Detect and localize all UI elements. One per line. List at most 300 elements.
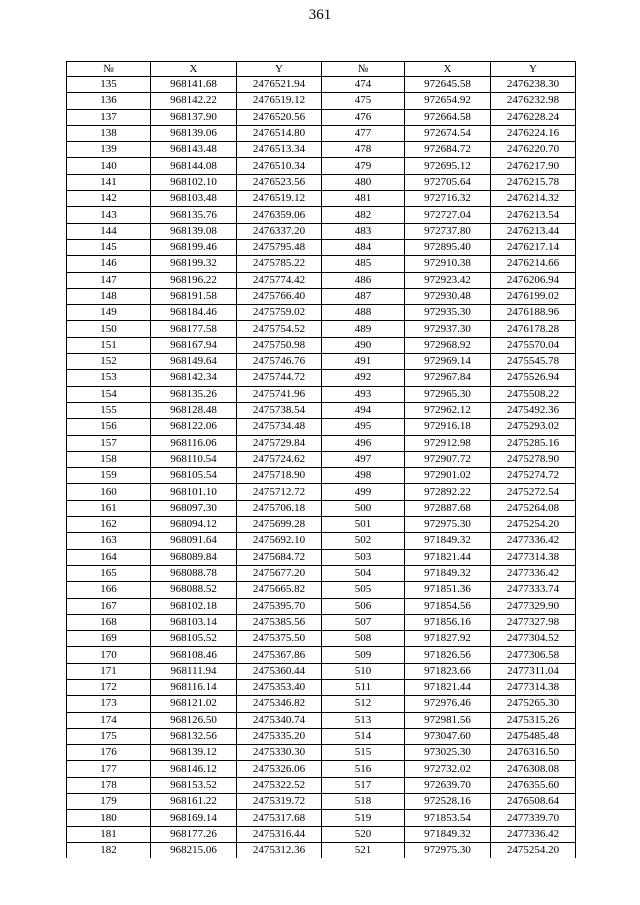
- y-coordinate-left: 2475774.42: [237, 272, 322, 288]
- x-coordinate-left: 968088.52: [151, 582, 237, 598]
- point-number-left: 155: [67, 402, 151, 418]
- y-coordinate-right: 2476217.90: [491, 158, 576, 174]
- table-row: [67, 93, 576, 109]
- x-coordinate-left: 968139.06: [151, 125, 237, 141]
- table-row: [67, 207, 576, 223]
- x-coordinate-left: 968111.94: [151, 663, 237, 679]
- point-number-left: 140: [67, 158, 151, 174]
- x-coordinate-left: 968215.06: [151, 842, 237, 858]
- point-number-left: 145: [67, 239, 151, 255]
- x-coordinate-right: 972910.38: [405, 256, 491, 272]
- point-number-left: 138: [67, 125, 151, 141]
- y-coordinate-left: 2475360.44: [237, 663, 322, 679]
- x-coordinate-right: 971826.56: [405, 647, 491, 663]
- point-number-left: 151: [67, 337, 151, 353]
- point-number-right: 494: [322, 402, 405, 418]
- y-coordinate-right: 2475274.72: [491, 468, 576, 484]
- point-number-left: 149: [67, 305, 151, 321]
- point-number-right: 496: [322, 435, 405, 451]
- x-coordinate-left: 968094.12: [151, 517, 237, 533]
- point-number-right: 486: [322, 272, 405, 288]
- y-coordinate-left: 2475744.72: [237, 370, 322, 386]
- y-coordinate-left: 2475718.90: [237, 468, 322, 484]
- point-number-left: 166: [67, 582, 151, 598]
- point-number-left: 164: [67, 549, 151, 565]
- x-coordinate-right: 972937.30: [405, 321, 491, 337]
- point-number-left: 177: [67, 761, 151, 777]
- x-coordinate-right: 971849.32: [405, 533, 491, 549]
- table-row: [67, 712, 576, 728]
- point-number-left: 170: [67, 647, 151, 663]
- table-row: [67, 288, 576, 304]
- x-coordinate-right: 972962.12: [405, 402, 491, 418]
- point-number-left: 174: [67, 712, 151, 728]
- y-coordinate-left: 2475741.96: [237, 386, 322, 402]
- point-number-left: 156: [67, 419, 151, 435]
- point-number-right: 488: [322, 305, 405, 321]
- x-coordinate-right: 972912.98: [405, 435, 491, 451]
- x-coordinate-left: 968199.32: [151, 256, 237, 272]
- x-coordinate-right: 971849.32: [405, 826, 491, 842]
- header-y-left: Y: [237, 62, 322, 77]
- y-coordinate-right: 2475545.78: [491, 354, 576, 370]
- point-number-right: 476: [322, 109, 405, 125]
- table-row: [67, 77, 576, 93]
- table-row: [67, 696, 576, 712]
- x-coordinate-left: 968169.14: [151, 810, 237, 826]
- table-row: [67, 174, 576, 190]
- table-row: [67, 370, 576, 386]
- table-row: [67, 191, 576, 207]
- header-number-left: №: [67, 62, 151, 77]
- table-row: [67, 158, 576, 174]
- point-number-right: 505: [322, 582, 405, 598]
- point-number-left: 135: [67, 77, 151, 93]
- y-coordinate-right: 2475264.08: [491, 500, 576, 516]
- point-number-left: 143: [67, 207, 151, 223]
- header-y-right: Y: [491, 62, 576, 77]
- y-coordinate-right: 2476220.70: [491, 142, 576, 158]
- table-row: [67, 305, 576, 321]
- y-coordinate-left: 2475734.48: [237, 419, 322, 435]
- point-number-left: 150: [67, 321, 151, 337]
- x-coordinate-left: 968102.10: [151, 174, 237, 190]
- y-coordinate-right: 2476508.64: [491, 794, 576, 810]
- table-row: [67, 386, 576, 402]
- y-coordinate-left: 2475750.98: [237, 337, 322, 353]
- x-coordinate-left: 968108.46: [151, 647, 237, 663]
- table-row: [67, 484, 576, 500]
- x-coordinate-right: 972695.12: [405, 158, 491, 174]
- point-number-left: 142: [67, 191, 151, 207]
- x-coordinate-left: 968142.22: [151, 93, 237, 109]
- y-coordinate-right: 2475278.90: [491, 451, 576, 467]
- point-number-right: 487: [322, 288, 405, 304]
- y-coordinate-left: 2475699.28: [237, 517, 322, 533]
- x-coordinate-left: 968132.56: [151, 728, 237, 744]
- point-number-left: 161: [67, 500, 151, 516]
- x-coordinate-right: 971821.44: [405, 679, 491, 695]
- x-coordinate-left: 968097.30: [151, 500, 237, 516]
- table-row: [67, 679, 576, 695]
- point-number-right: 478: [322, 142, 405, 158]
- x-coordinate-left: 968153.52: [151, 777, 237, 793]
- x-coordinate-right: 972528.16: [405, 794, 491, 810]
- y-coordinate-right: 2476316.50: [491, 745, 576, 761]
- point-number-right: 508: [322, 631, 405, 647]
- x-coordinate-right: 972727.04: [405, 207, 491, 223]
- x-coordinate-left: 968103.14: [151, 614, 237, 630]
- y-coordinate-left: 2475312.36: [237, 842, 322, 858]
- y-coordinate-right: 2475315.26: [491, 712, 576, 728]
- x-coordinate-left: 968101.10: [151, 484, 237, 500]
- y-coordinate-left: 2475692.10: [237, 533, 322, 549]
- point-number-left: 153: [67, 370, 151, 386]
- x-coordinate-left: 968122.06: [151, 419, 237, 435]
- point-number-right: 506: [322, 598, 405, 614]
- table-row: [67, 125, 576, 141]
- point-number-right: 484: [322, 239, 405, 255]
- table-row: [67, 549, 576, 565]
- y-coordinate-left: 2476514.80: [237, 125, 322, 141]
- point-number-right: 513: [322, 712, 405, 728]
- y-coordinate-left: 2476359.06: [237, 207, 322, 223]
- x-coordinate-right: 972664.58: [405, 109, 491, 125]
- x-coordinate-left: 968196.22: [151, 272, 237, 288]
- y-coordinate-right: 2475265.30: [491, 696, 576, 712]
- point-number-right: 507: [322, 614, 405, 630]
- table-row: [67, 500, 576, 516]
- x-coordinate-right: 972975.30: [405, 842, 491, 858]
- table-row: [67, 109, 576, 125]
- x-coordinate-right: 971827.92: [405, 631, 491, 647]
- y-coordinate-right: 2476217.14: [491, 239, 576, 255]
- x-coordinate-right: 972887.68: [405, 500, 491, 516]
- x-coordinate-left: 968105.52: [151, 631, 237, 647]
- y-coordinate-left: 2475712.72: [237, 484, 322, 500]
- table-row: [67, 810, 576, 826]
- point-number-right: 519: [322, 810, 405, 826]
- point-number-right: 501: [322, 517, 405, 533]
- x-coordinate-right: 972965.30: [405, 386, 491, 402]
- y-coordinate-right: 2476214.66: [491, 256, 576, 272]
- y-coordinate-right: 2477306.58: [491, 647, 576, 663]
- x-coordinate-left: 968139.12: [151, 745, 237, 761]
- point-number-left: 137: [67, 109, 151, 125]
- y-coordinate-right: 2477336.42: [491, 826, 576, 842]
- point-number-right: 514: [322, 728, 405, 744]
- y-coordinate-right: 2477336.42: [491, 565, 576, 581]
- table-row: [67, 728, 576, 744]
- x-coordinate-right: 972654.92: [405, 93, 491, 109]
- x-coordinate-right: 972976.46: [405, 696, 491, 712]
- x-coordinate-left: 968116.14: [151, 679, 237, 695]
- header-number-right: №: [322, 62, 405, 77]
- x-coordinate-right: 972975.30: [405, 517, 491, 533]
- y-coordinate-left: 2475766.40: [237, 288, 322, 304]
- table-row: [67, 761, 576, 777]
- x-coordinate-left: 968177.58: [151, 321, 237, 337]
- y-coordinate-left: 2475385.56: [237, 614, 322, 630]
- x-coordinate-left: 968121.02: [151, 696, 237, 712]
- y-coordinate-right: 2477311.04: [491, 663, 576, 679]
- y-coordinate-right: 2475285.16: [491, 435, 576, 451]
- x-coordinate-right: 972639.70: [405, 777, 491, 793]
- point-number-right: 481: [322, 191, 405, 207]
- x-coordinate-right: 972732.02: [405, 761, 491, 777]
- y-coordinate-left: 2475754.52: [237, 321, 322, 337]
- x-coordinate-right: 971849.32: [405, 565, 491, 581]
- table-row: [67, 337, 576, 353]
- x-coordinate-right: 972892.22: [405, 484, 491, 500]
- y-coordinate-right: 2477339.70: [491, 810, 576, 826]
- point-number-right: 492: [322, 370, 405, 386]
- y-coordinate-left: 2476510.34: [237, 158, 322, 174]
- x-coordinate-right: 972968.92: [405, 337, 491, 353]
- point-number-right: 498: [322, 468, 405, 484]
- point-number-left: 160: [67, 484, 151, 500]
- point-number-right: 483: [322, 223, 405, 239]
- x-coordinate-right: 972967.84: [405, 370, 491, 386]
- y-coordinate-right: 2476215.78: [491, 174, 576, 190]
- point-number-right: 516: [322, 761, 405, 777]
- table-row: [67, 239, 576, 255]
- y-coordinate-right: 2475293.02: [491, 419, 576, 435]
- x-coordinate-left: 968110.54: [151, 451, 237, 467]
- y-coordinate-left: 2476521.94: [237, 77, 322, 93]
- table-row: [67, 321, 576, 337]
- point-number-left: 168: [67, 614, 151, 630]
- x-coordinate-left: 968089.84: [151, 549, 237, 565]
- y-coordinate-right: 2476199.02: [491, 288, 576, 304]
- header-x-left: X: [151, 62, 237, 77]
- x-coordinate-left: 968141.68: [151, 77, 237, 93]
- point-number-right: 499: [322, 484, 405, 500]
- y-coordinate-left: 2476519.12: [237, 93, 322, 109]
- y-coordinate-right: 2476178.28: [491, 321, 576, 337]
- point-number-left: 167: [67, 598, 151, 614]
- x-coordinate-left: 968191.58: [151, 288, 237, 304]
- point-number-right: 502: [322, 533, 405, 549]
- table-row: [67, 794, 576, 810]
- x-coordinate-left: 968128.48: [151, 402, 237, 418]
- y-coordinate-left: 2476523.56: [237, 174, 322, 190]
- y-coordinate-right: 2477314.38: [491, 679, 576, 695]
- table-row: [67, 272, 576, 288]
- x-coordinate-right: 971851.36: [405, 582, 491, 598]
- point-number-left: 165: [67, 565, 151, 581]
- y-coordinate-left: 2475330.30: [237, 745, 322, 761]
- header-x-right: X: [405, 62, 491, 77]
- point-number-left: 141: [67, 174, 151, 190]
- table-row: [67, 468, 576, 484]
- y-coordinate-left: 2475677.20: [237, 565, 322, 581]
- x-coordinate-right: 972923.42: [405, 272, 491, 288]
- x-coordinate-right: 971853.54: [405, 810, 491, 826]
- y-coordinate-right: 2477327.98: [491, 614, 576, 630]
- y-coordinate-left: 2476519.12: [237, 191, 322, 207]
- point-number-right: 515: [322, 745, 405, 761]
- point-number-left: 159: [67, 468, 151, 484]
- y-coordinate-left: 2475319.72: [237, 794, 322, 810]
- table-row: [67, 565, 576, 581]
- x-coordinate-right: 972901.02: [405, 468, 491, 484]
- table-row: [67, 777, 576, 793]
- y-coordinate-right: 2476224.16: [491, 125, 576, 141]
- y-coordinate-left: 2475795.48: [237, 239, 322, 255]
- x-coordinate-right: 972907.72: [405, 451, 491, 467]
- y-coordinate-right: 2475492.36: [491, 402, 576, 418]
- x-coordinate-left: 968088.78: [151, 565, 237, 581]
- x-coordinate-right: 972716.32: [405, 191, 491, 207]
- y-coordinate-left: 2475684.72: [237, 549, 322, 565]
- y-coordinate-left: 2475785.22: [237, 256, 322, 272]
- x-coordinate-right: 971821.44: [405, 549, 491, 565]
- y-coordinate-left: 2475706.18: [237, 500, 322, 516]
- point-number-left: 163: [67, 533, 151, 549]
- y-coordinate-left: 2475724.62: [237, 451, 322, 467]
- table-row: [67, 517, 576, 533]
- point-number-left: 181: [67, 826, 151, 842]
- point-number-right: 521: [322, 842, 405, 858]
- point-number-left: 162: [67, 517, 151, 533]
- table-row: [67, 745, 576, 761]
- point-number-left: 157: [67, 435, 151, 451]
- point-number-right: 491: [322, 354, 405, 370]
- table-row: [67, 435, 576, 451]
- point-number-right: 490: [322, 337, 405, 353]
- table-header-row: [67, 62, 576, 77]
- x-coordinate-right: 972645.58: [405, 77, 491, 93]
- x-coordinate-left: 968091.64: [151, 533, 237, 549]
- x-coordinate-left: 968137.90: [151, 109, 237, 125]
- x-coordinate-left: 968161.22: [151, 794, 237, 810]
- x-coordinate-left: 968142.34: [151, 370, 237, 386]
- y-coordinate-left: 2476513.34: [237, 142, 322, 158]
- point-number-left: 154: [67, 386, 151, 402]
- x-coordinate-right: 971854.56: [405, 598, 491, 614]
- point-number-left: 176: [67, 745, 151, 761]
- y-coordinate-left: 2475316.44: [237, 826, 322, 842]
- point-number-left: 172: [67, 679, 151, 695]
- point-number-right: 480: [322, 174, 405, 190]
- y-coordinate-right: 2476308.08: [491, 761, 576, 777]
- y-coordinate-right: 2475272.54: [491, 484, 576, 500]
- x-coordinate-left: 968135.26: [151, 386, 237, 402]
- point-number-right: 493: [322, 386, 405, 402]
- x-coordinate-right: 972737.80: [405, 223, 491, 239]
- y-coordinate-right: 2476228.24: [491, 109, 576, 125]
- point-number-left: 152: [67, 354, 151, 370]
- x-coordinate-right: 972981.56: [405, 712, 491, 728]
- point-number-left: 158: [67, 451, 151, 467]
- point-number-left: 171: [67, 663, 151, 679]
- y-coordinate-left: 2475375.50: [237, 631, 322, 647]
- y-coordinate-left: 2475738.54: [237, 402, 322, 418]
- y-coordinate-right: 2476232.98: [491, 93, 576, 109]
- point-number-right: 500: [322, 500, 405, 516]
- table-body: [67, 77, 576, 859]
- y-coordinate-right: 2477336.42: [491, 533, 576, 549]
- point-number-left: 147: [67, 272, 151, 288]
- x-coordinate-left: 968177.26: [151, 826, 237, 842]
- point-number-right: 497: [322, 451, 405, 467]
- y-coordinate-left: 2475322.52: [237, 777, 322, 793]
- table-row: [67, 223, 576, 239]
- point-number-right: 479: [322, 158, 405, 174]
- table-row: [67, 142, 576, 158]
- x-coordinate-left: 968126.50: [151, 712, 237, 728]
- table-row: [67, 354, 576, 370]
- x-coordinate-right: 971823.66: [405, 663, 491, 679]
- table-row: [67, 631, 576, 647]
- y-coordinate-right: 2476188.96: [491, 305, 576, 321]
- y-coordinate-right: 2475508.22: [491, 386, 576, 402]
- x-coordinate-right: 972684.72: [405, 142, 491, 158]
- table-row: [67, 842, 576, 858]
- x-coordinate-right: 972935.30: [405, 305, 491, 321]
- point-number-right: 474: [322, 77, 405, 93]
- x-coordinate-right: 972916.18: [405, 419, 491, 435]
- point-number-left: 139: [67, 142, 151, 158]
- y-coordinate-left: 2475340.74: [237, 712, 322, 728]
- point-number-right: 511: [322, 679, 405, 695]
- y-coordinate-left: 2475759.02: [237, 305, 322, 321]
- point-number-left: 180: [67, 810, 151, 826]
- point-number-left: 179: [67, 794, 151, 810]
- y-coordinate-right: 2477304.52: [491, 631, 576, 647]
- table-row: [67, 582, 576, 598]
- y-coordinate-right: 2476213.54: [491, 207, 576, 223]
- point-number-left: 173: [67, 696, 151, 712]
- point-number-right: 512: [322, 696, 405, 712]
- y-coordinate-left: 2475346.82: [237, 696, 322, 712]
- y-coordinate-left: 2475353.40: [237, 679, 322, 695]
- y-coordinate-right: 2477329.90: [491, 598, 576, 614]
- x-coordinate-left: 968199.46: [151, 239, 237, 255]
- x-coordinate-right: 971856.16: [405, 614, 491, 630]
- y-coordinate-right: 2476238.30: [491, 77, 576, 93]
- x-coordinate-left: 968184.46: [151, 305, 237, 321]
- y-coordinate-left: 2476520.56: [237, 109, 322, 125]
- y-coordinate-left: 2475335.20: [237, 728, 322, 744]
- point-number-right: 510: [322, 663, 405, 679]
- table-row: [67, 451, 576, 467]
- point-number-right: 503: [322, 549, 405, 565]
- point-number-right: 517: [322, 777, 405, 793]
- y-coordinate-left: 2475326.06: [237, 761, 322, 777]
- table-row: [67, 826, 576, 842]
- x-coordinate-right: 973025.30: [405, 745, 491, 761]
- point-number-right: 482: [322, 207, 405, 223]
- x-coordinate-right: 972705.64: [405, 174, 491, 190]
- x-coordinate-left: 968143.48: [151, 142, 237, 158]
- y-coordinate-right: 2475570.04: [491, 337, 576, 353]
- x-coordinate-left: 968139.08: [151, 223, 237, 239]
- point-number-left: 175: [67, 728, 151, 744]
- point-number-right: 477: [322, 125, 405, 141]
- point-number-left: 178: [67, 777, 151, 793]
- y-coordinate-right: 2475254.20: [491, 842, 576, 858]
- y-coordinate-right: 2475526.94: [491, 370, 576, 386]
- table-row: [67, 614, 576, 630]
- point-number-left: 146: [67, 256, 151, 272]
- y-coordinate-left: 2475317.68: [237, 810, 322, 826]
- point-number-right: 518: [322, 794, 405, 810]
- y-coordinate-right: 2475254.20: [491, 517, 576, 533]
- point-number-left: 144: [67, 223, 151, 239]
- point-number-right: 504: [322, 565, 405, 581]
